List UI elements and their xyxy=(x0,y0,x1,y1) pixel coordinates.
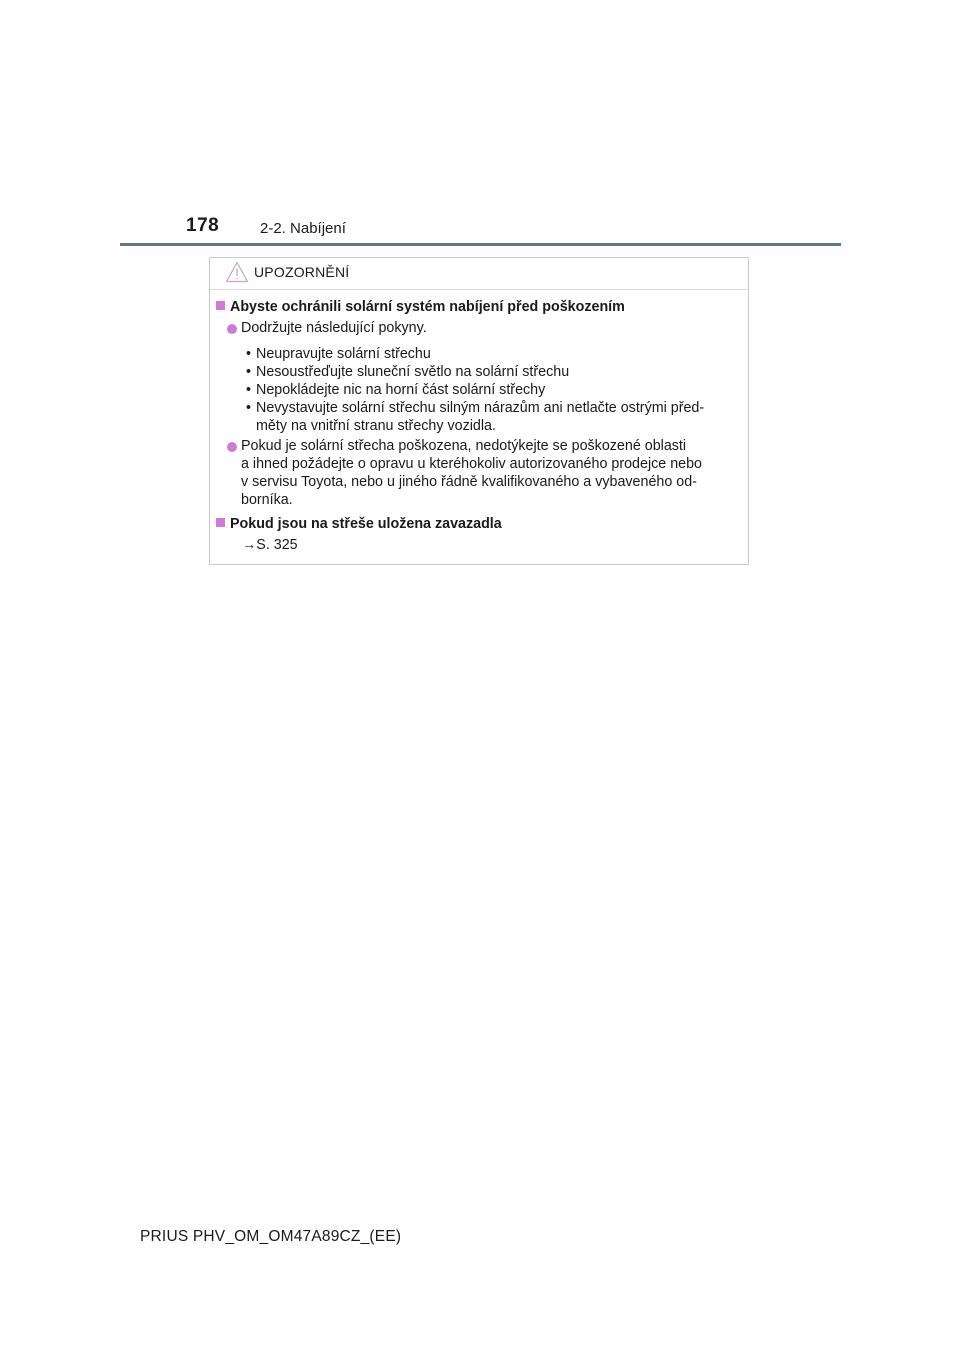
warning-box: UPOZORNĚNÍ Abyste ochránili solární systém nabíjení před poškozením Dodržujte následující pokyny. • Neupravujte solární střechu • Nesoustřeďujte sluneční světlo na solární střechu • Nepokládejte nic na horní část solární střechy • Nevystavujte solární střechu silným nárazům ani netlačte ostrými před- měty na vnitřní stranu střechy vozidla. Pokud je solární střecha poškozena, nedotýkejte se poškozené oblasti a ihned požádejte o opravu u kteréhokoliv autorizovaného prodejce nebo v servisu Toyota, nebo u jiného řádně kvalifikovaného a vybaveného od- borníka. Pokud jsou na střeše uložena zavazadla →S. 325 xyxy=(209,257,749,565)
document-code: PRIUS PHV_OM_OM47A89CZ_(EE) xyxy=(140,1228,402,1245)
bullet-dot: • xyxy=(246,346,252,362)
bullet-dot: • xyxy=(246,382,252,398)
damage-instruction-line: Pokud je solární střecha poškozena, nedotýkejte se poškozené oblasti xyxy=(241,438,687,454)
warning-header xyxy=(210,258,748,290)
damage-instruction-line: v servisu Toyota, nebo u jiného řádně kvalifikovaného a vybaveného od- xyxy=(241,474,697,490)
circle-bullet-icon xyxy=(227,442,237,452)
instruction-text: Dodržujte následující pokyny. xyxy=(241,320,427,336)
page-number: 178 xyxy=(186,215,220,236)
warning-label: UPOZORNĚNÍ xyxy=(254,264,350,280)
header-divider xyxy=(120,243,841,246)
warning-triangle-icon xyxy=(225,261,249,283)
square-bullet-icon xyxy=(216,301,225,310)
square-bullet-icon xyxy=(216,518,225,527)
bullet-dot: • xyxy=(246,364,252,380)
damage-instruction-line: borníka. xyxy=(241,492,293,508)
circle-bullet-icon xyxy=(227,324,237,334)
bullet-dot: • xyxy=(246,400,252,416)
section-heading: Pokud jsou na střeše uložena zavazadla xyxy=(216,516,502,534)
section-title: 2-2. Nabíjení xyxy=(260,220,346,237)
damage-instruction-line: a ihned požádejte o opravu u kteréhokoliv autorizovaného prodejce nebo xyxy=(241,456,703,472)
section-heading: Abyste ochránili solární systém nabíjení před poškozením xyxy=(216,299,625,317)
page-reference-link[interactable]: →S. 325 xyxy=(242,537,298,553)
